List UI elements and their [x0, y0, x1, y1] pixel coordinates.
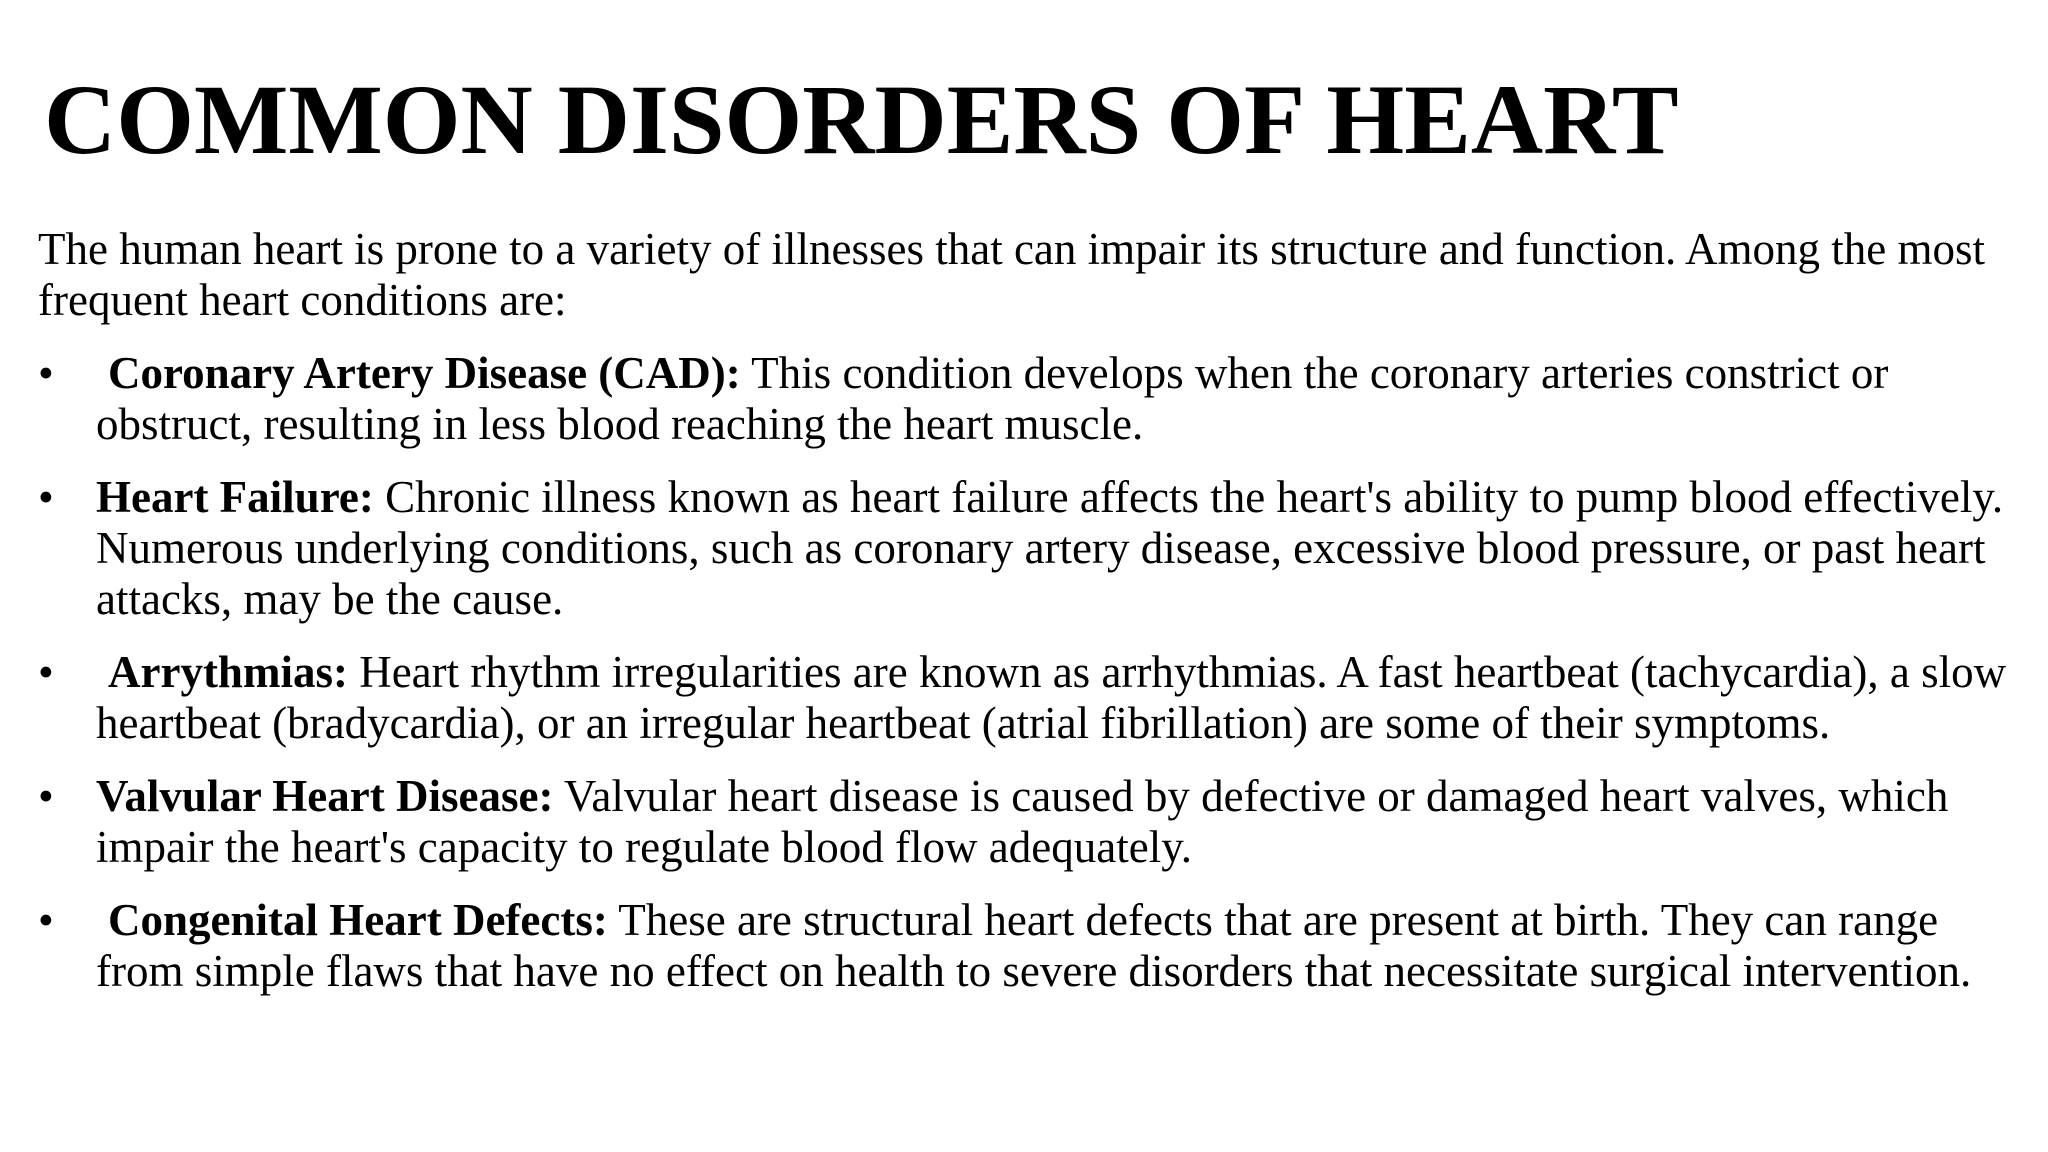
- slide-content: [38, 224, 2028, 1019]
- item-description: These are structural heart defects that are present at birth. They can range from simple flaws that have no effect on health to severe disorders that necessitate surgical intervention.: [96, 895, 1972, 996]
- list-item-arrythmias: [38, 647, 2028, 749]
- item-term: Coronary Artery Disease (CAD):: [108, 348, 741, 398]
- item-term: Congenital Heart Defects:: [108, 895, 608, 945]
- list-item-congenital: [38, 895, 2028, 997]
- bullet-icon: •: [38, 647, 54, 697]
- slide-title: COMMON DISORDERS OF HEART: [44, 64, 1679, 175]
- item-description: Valvular heart disease is caused by defective or damaged heart valves, which impair the heart's capacity to regulate blood flow adequately.: [96, 771, 1949, 872]
- item-description: This condition develops when the coronary arteries constrict or obstruct, resulting in less blood reaching the heart muscle.: [96, 348, 1889, 449]
- list-item-valvular: [38, 771, 2028, 873]
- list-item-heart-failure: [38, 472, 2028, 625]
- bullet-icon: •: [38, 472, 54, 522]
- bullet-icon: •: [38, 348, 54, 398]
- item-description: Heart rhythm irregularities are known as arrhythmias. A fast heartbeat (tachycardia), a slow heartbeat (bradycardia), or an irregular heartbeat (atrial fibrillation) are some of their symptoms.: [96, 647, 2007, 748]
- bullet-icon: •: [38, 771, 54, 821]
- item-term: Valvular Heart Disease:: [96, 771, 554, 821]
- item-term: Heart Failure:: [96, 472, 374, 522]
- disorder-list: [38, 348, 2028, 997]
- item-description: Chronic illness known as heart failure affects the heart's ability to pump blood effectively. Numerous underlying conditions, such as coronary artery disease, excessive blood pressure, or past heart attacks, may be the cause.: [96, 472, 2004, 624]
- bullet-icon: •: [38, 895, 54, 945]
- intro-paragraph: The human heart is prone to a variety of illnesses that can impair its structure and function. Among the most frequent heart conditions are:: [38, 224, 1986, 325]
- item-term: Arrythmias:: [108, 647, 348, 697]
- list-item-cad: [38, 348, 2028, 450]
